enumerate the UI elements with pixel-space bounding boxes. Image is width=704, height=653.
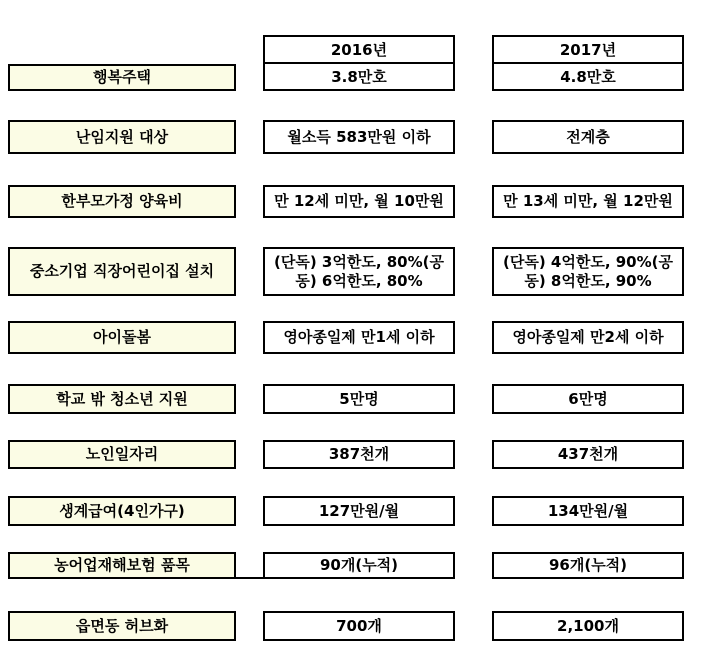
policy-label-agri-disaster-insurance: 농어업재해보험 품목 <box>8 552 236 579</box>
value-2016-single-parent-allowance: 만 12세 미만, 월 10만원 <box>263 185 455 218</box>
policy-label-livelihood-benefit: 생계급여(4인가구) <box>8 496 236 526</box>
policy-label-senior-jobs: 노인일자리 <box>8 440 236 469</box>
value-2016-out-of-school-youth: 5만명 <box>263 384 455 414</box>
value-2017-happy-housing: 4.8만호 <box>560 68 616 86</box>
column-2017-header-box <box>492 35 684 91</box>
value-2017-childcare-service: 영아종일제 만2세 이하 <box>492 321 684 354</box>
policy-label-infertility-support: 난임지원 대상 <box>8 120 236 154</box>
policy-label-childcare-service: 아이돌봄 <box>8 321 236 354</box>
row9-connector-line <box>234 577 265 579</box>
value-2016-agri-disaster-insurance: 90개(누적) <box>263 552 455 579</box>
policy-label-sme-daycare: 중소기업 직장어린이집 설치 <box>8 247 236 296</box>
value-2016-senior-jobs: 387천개 <box>263 440 455 469</box>
column-2016-header: 2016년 <box>265 37 453 64</box>
value-2016-township-hub: 700개 <box>263 611 455 641</box>
value-2017-single-parent-allowance: 만 13세 미만, 월 12만원 <box>492 185 684 218</box>
policy-label-out-of-school-youth: 학교 밖 청소년 지원 <box>8 384 236 414</box>
value-2017-township-hub: 2,100개 <box>492 611 684 641</box>
value-2017-senior-jobs: 437천개 <box>492 440 684 469</box>
policy-label-happy-housing: 행복주택 <box>8 64 236 91</box>
value-2017-infertility-support: 전계층 <box>492 120 684 154</box>
value-2016-sme-daycare: (단독) 3억한도, 80%(공동) 6억한도, 80% <box>263 247 455 296</box>
value-2017-agri-disaster-insurance: 96개(누적) <box>492 552 684 579</box>
value-2016-infertility-support: 월소득 583만원 이하 <box>263 120 455 154</box>
value-2016-childcare-service: 영아종일제 만1세 이하 <box>263 321 455 354</box>
value-2016-livelihood-benefit: 127만원/월 <box>263 496 455 526</box>
value-2017-livelihood-benefit: 134만원/월 <box>492 496 684 526</box>
policy-label-township-hub: 읍면동 허브화 <box>8 611 236 641</box>
column-2017-header: 2017년 <box>494 37 682 64</box>
policy-label-single-parent-allowance: 한부모가정 양육비 <box>8 185 236 218</box>
column-2016-header-box <box>263 35 455 91</box>
value-2017-sme-daycare: (단독) 4억한도, 90%(공동) 8억한도, 90% <box>492 247 684 296</box>
value-2017-out-of-school-youth: 6만명 <box>492 384 684 414</box>
value-2016-happy-housing: 3.8만호 <box>331 68 387 86</box>
